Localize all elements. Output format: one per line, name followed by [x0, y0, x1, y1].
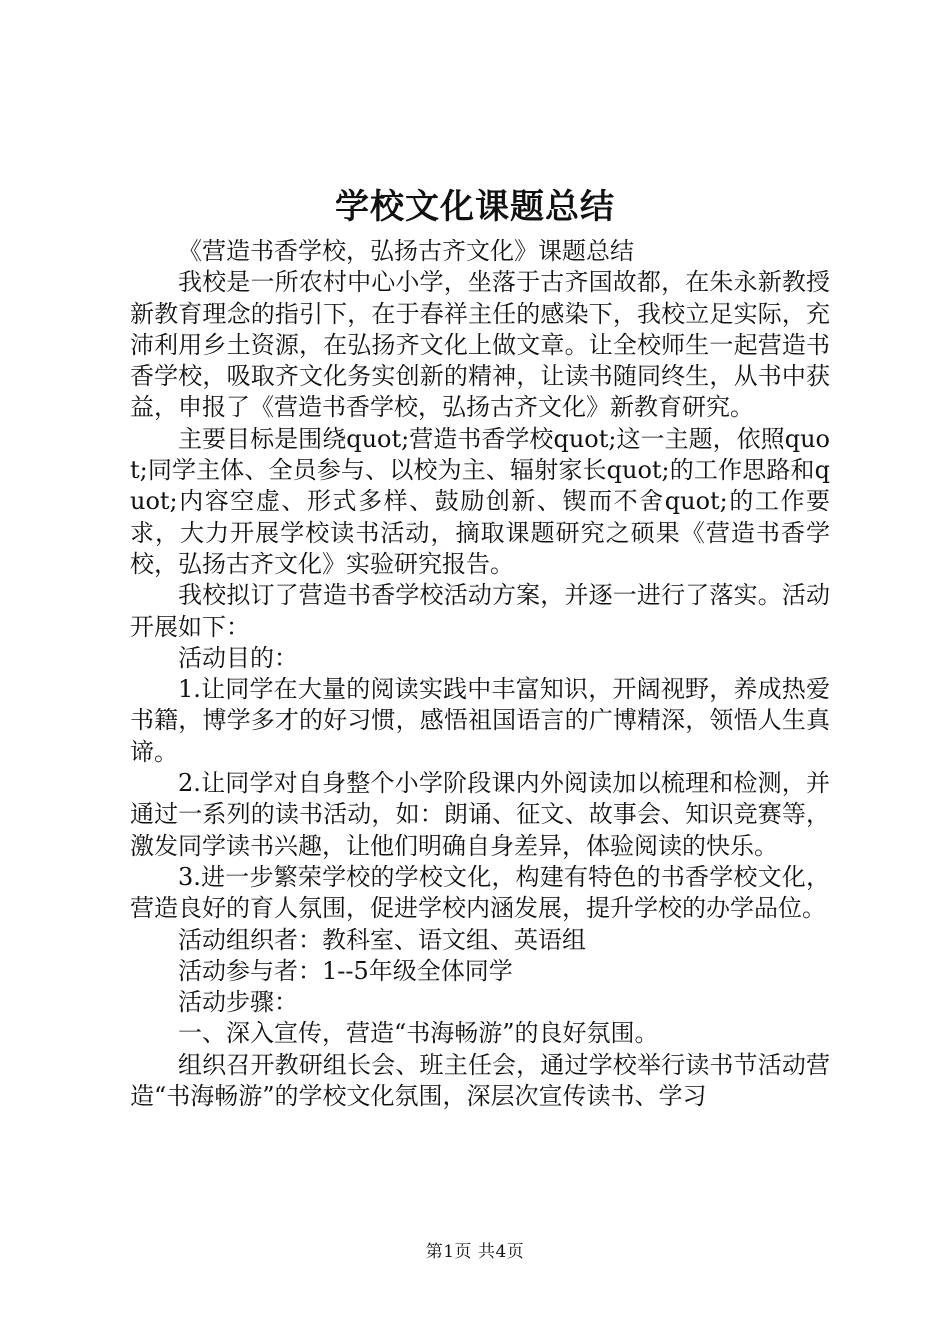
body-paragraph: 我校是一所农村中心小学，坐落于古齐国故都，在朱永新教授新教育理念的指引下，在于春祥主任的感染下，我校立足实际，充沛利用乡土资源，在弘扬齐文化上做文章。让全校师生一起营造书香学校，吸取齐文化务实创新的精神，让读书随同终生，从书中获益，申报了《营造书香学校，弘扬古齐文化》新教育研究。 — [130, 268, 830, 422]
body-paragraph: 主要目标是围绕quot;营造书香学校quot;这一主题，依照quot;同学主体、全员参与、以校为主、辐射家长quot;的工作思路和quot;内容空虚、形式多样、鼓励创新、锲而不舍quot;的工作要求，大力开展学校读书活动，摘取课题研究之硕果《营造书香学校，弘扬古齐文化》实验研究报告。 — [130, 424, 830, 578]
body-paragraph: 我校拟订了营造书香学校活动方案，并逐一进行了落实。活动开展如下： — [130, 581, 830, 641]
subtitle-paragraph: 《营造书香学校，弘扬古齐文化》课题总结 — [178, 237, 634, 265]
body-paragraph: 1.让同学在大量的阅读实践中丰富知识，开阔视野，养成热爱书籍，博学多才的好习惯，感悟祖国语言的广博精深，领悟人生真谛。 — [130, 675, 830, 766]
body-paragraph: 活动步骤： — [178, 988, 298, 1017]
document-title: 学校文化课题总结 — [335, 187, 615, 227]
body-paragraph: 3.进一步繁荣学校的学校文化，构建有特色的书香学校文化，营造良好的育人氛围，促进学校内涵发展，提升学校的办学品位。 — [130, 862, 830, 923]
body-paragraph: 活动组织者：教科室、语文组、英语组 — [178, 925, 586, 954]
document-body — [130, 236, 830, 1112]
body-paragraph: 活动目的： — [178, 643, 298, 672]
page-number-footer: 第1页 共4页 — [425, 1242, 525, 1262]
body-paragraph: 一、深入宣传，营造“书海畅游”的良好氛围。 — [178, 1019, 659, 1048]
body-paragraph: 活动参与者：1--5年级全体同学 — [178, 956, 513, 985]
body-paragraph: 2.让同学对自身整个小学阶段课内外阅读加以梳理和检测，并通过一系列的读书活动，如：朗诵、征文、故事会、知识竞赛等，激发同学读书兴趣，让他们明确自身差异，体验阅读的快乐。 — [130, 769, 830, 860]
body-paragraph: 组织召开教研组长会、班主任会，通过学校举行读书节活动营造“书海畅游”的学校文化氛围，深层次宣传读书、学习 — [130, 1050, 830, 1111]
